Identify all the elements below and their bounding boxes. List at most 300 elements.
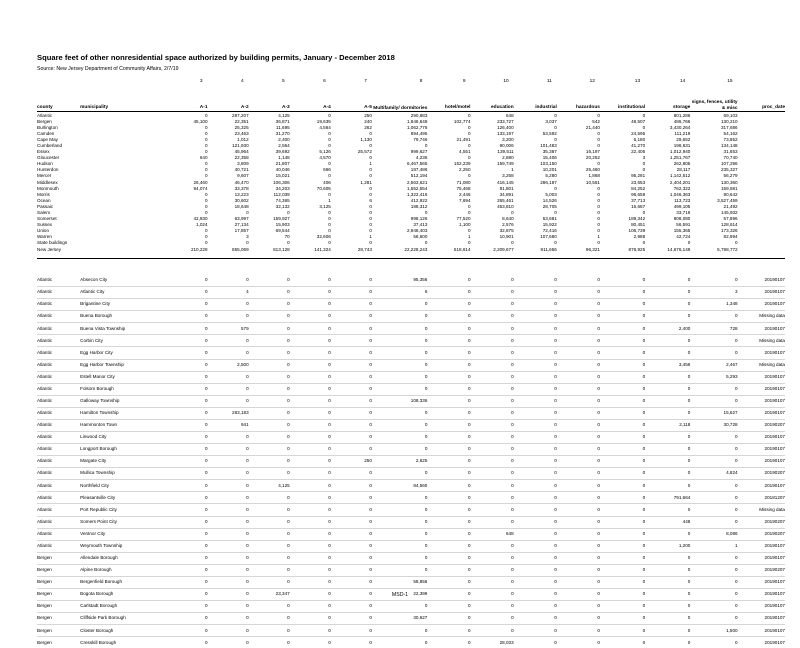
column-header: municipality bbox=[80, 105, 109, 111]
county-cell: Atlantic bbox=[37, 323, 80, 335]
summary-cell: 2,564 bbox=[278, 142, 290, 148]
value-cell: 0 bbox=[514, 444, 557, 456]
value-cell: 15,627 bbox=[690, 407, 737, 419]
value-cell: 0 bbox=[249, 444, 290, 456]
summary-cell: 6,180 bbox=[633, 136, 646, 142]
value-cell: 0 bbox=[427, 601, 470, 613]
value-cell: 0 bbox=[169, 395, 208, 407]
value-cell: 0 bbox=[690, 601, 737, 613]
summary-cell: 19,635 bbox=[316, 118, 331, 124]
value-cell: 0 bbox=[690, 383, 737, 395]
value-cell: 0 bbox=[557, 492, 600, 504]
table-row bbox=[37, 516, 785, 528]
value-cell: 0 bbox=[290, 287, 331, 299]
value-cell: 0 bbox=[427, 516, 470, 528]
summary-cell: 518,614 bbox=[453, 246, 471, 252]
value-cell: 0 bbox=[471, 359, 514, 371]
value-cell: 0 bbox=[600, 395, 645, 407]
value-cell: 0 bbox=[424, 639, 428, 645]
table-row bbox=[37, 540, 785, 552]
value-cell: 0 bbox=[372, 552, 427, 564]
summary-cell: 1 bbox=[369, 161, 372, 167]
summary-cell: 70,605 bbox=[316, 185, 331, 191]
county-name: New Jersey bbox=[37, 246, 61, 252]
value-cell: 0 bbox=[471, 419, 514, 431]
table-row bbox=[37, 383, 785, 395]
value-cell: 0 bbox=[331, 480, 372, 492]
summary-cell: 210,228 bbox=[190, 246, 208, 252]
value-cell: 0 bbox=[427, 456, 470, 468]
column-header: A-2 bbox=[240, 105, 249, 111]
value-cell: 0 bbox=[557, 564, 600, 576]
summary-cell: 0 bbox=[424, 142, 428, 148]
value-cell: 0 bbox=[471, 613, 514, 625]
value-cell: 0 bbox=[331, 407, 372, 419]
summary-cell: 84,252 bbox=[631, 185, 646, 191]
municipality-cell: Corbin City bbox=[80, 335, 168, 347]
summary-cell: 70 bbox=[284, 234, 290, 240]
value-cell: 0 bbox=[169, 468, 208, 480]
county-cell: Bergen bbox=[37, 601, 80, 613]
county-cell: Atlantic bbox=[37, 287, 80, 299]
value-cell: 0 bbox=[690, 444, 737, 456]
value-cell: 0 bbox=[600, 589, 645, 601]
value-cell: 941 bbox=[208, 419, 249, 431]
value-cell: 1,500 bbox=[690, 625, 737, 637]
table-row bbox=[37, 468, 785, 480]
summary-cell: 16,687 bbox=[631, 203, 646, 209]
table-row bbox=[37, 564, 785, 576]
summary-cell: 0 bbox=[369, 210, 372, 215]
value-cell: 0 bbox=[208, 528, 249, 540]
summary-cell: 5,798,772 bbox=[717, 246, 738, 252]
value-cell: 0 bbox=[600, 504, 645, 516]
value-cell: 0 bbox=[471, 552, 514, 564]
value-cell: 0 bbox=[645, 480, 690, 492]
summary-cell: 0 bbox=[735, 240, 738, 246]
county-cell: Atlantic bbox=[37, 480, 80, 492]
value-cell: 0 bbox=[557, 275, 600, 287]
summary-cell: 53,592 bbox=[542, 130, 557, 136]
county-cell: Atlantic bbox=[37, 504, 80, 516]
summary-cell: 0 bbox=[328, 130, 331, 136]
value-cell: 0 bbox=[208, 311, 249, 323]
county-cell: Bergen bbox=[37, 613, 80, 625]
summary-cell: 4,236 bbox=[415, 155, 428, 161]
summary-cell: 94,074 bbox=[193, 185, 208, 191]
summary-cell: 0 bbox=[246, 240, 249, 246]
value-cell: 95,356 bbox=[372, 275, 427, 287]
summary-cell: 32,606 bbox=[316, 234, 331, 240]
value-cell: 0 bbox=[690, 432, 737, 444]
table-row bbox=[37, 287, 785, 299]
value-cell: 0 bbox=[290, 456, 331, 468]
summary-cell: 10,561 bbox=[585, 179, 600, 185]
summary-cell: 5,280 bbox=[545, 173, 557, 179]
summary-cell: 139,511 bbox=[497, 149, 514, 155]
value-cell: 0 bbox=[600, 456, 645, 468]
value-cell: 0 bbox=[249, 323, 290, 335]
value-cell: 0 bbox=[514, 287, 557, 299]
summary-cell: 286,187 bbox=[540, 179, 557, 185]
value-cell: 0 bbox=[290, 275, 331, 287]
county-cell: Atlantic bbox=[37, 468, 80, 480]
value-cell: 0 bbox=[290, 468, 331, 480]
summary-cell: 96,321 bbox=[585, 246, 600, 252]
summary-cell: 3 bbox=[642, 155, 646, 161]
summary-cell: 0 bbox=[328, 142, 331, 148]
value-cell: 108,336 bbox=[372, 395, 427, 407]
summary-cell: 0 bbox=[467, 210, 471, 215]
value-cell: 0 bbox=[514, 347, 557, 359]
value-cell: 0 bbox=[557, 335, 600, 347]
summary-cell: 73,852 bbox=[723, 136, 738, 142]
value-cell: 0 bbox=[427, 359, 470, 371]
value-cell: 0 bbox=[471, 371, 514, 383]
value-cell: 58,856 bbox=[372, 576, 427, 588]
summary-cell: 801,286 bbox=[673, 112, 691, 118]
value-cell: 0 bbox=[208, 432, 249, 444]
value-cell: 0 bbox=[557, 456, 600, 468]
value-cell: 0 bbox=[372, 407, 427, 419]
summary-cell: 0 bbox=[642, 161, 646, 167]
county-cell: Bergen bbox=[37, 639, 52, 645]
summary-cell: 240 bbox=[364, 118, 372, 124]
column-header: hotel/motel bbox=[444, 105, 471, 111]
municipality-cell: Allendale Borough bbox=[80, 552, 168, 564]
value-cell: 0 bbox=[290, 613, 331, 625]
table-row bbox=[37, 395, 785, 407]
summary-cell: 2,400 bbox=[278, 136, 290, 142]
summary-cell: 0 bbox=[467, 203, 471, 209]
summary-cell: 0 bbox=[467, 155, 471, 161]
value-cell: 0 bbox=[557, 504, 600, 516]
table-row bbox=[37, 528, 785, 540]
summary-cell: 113,723 bbox=[674, 197, 691, 203]
proc-date-cell: 20190107 bbox=[738, 576, 785, 588]
value-cell: 0 bbox=[169, 564, 208, 576]
summary-cell: 0 bbox=[554, 112, 557, 118]
value-cell: 0 bbox=[372, 371, 427, 383]
summary-cell: 90,642 bbox=[723, 191, 738, 197]
summary-cell: 0 bbox=[369, 240, 372, 246]
summary-cell: 0 bbox=[328, 228, 331, 234]
value-cell: 0 bbox=[645, 564, 690, 576]
summary-cell: 56,279 bbox=[723, 173, 738, 179]
value-cell: 0 bbox=[514, 335, 557, 347]
municipality-cell: Atlantic City bbox=[80, 287, 168, 299]
table-row bbox=[37, 335, 785, 347]
summary-empty-cell bbox=[738, 246, 785, 252]
value-cell: 728 bbox=[690, 323, 737, 335]
summary-cell: 233,727 bbox=[497, 118, 514, 124]
county-cell: Atlantic bbox=[37, 419, 80, 431]
summary-cell: 3,037 bbox=[545, 118, 557, 124]
summary-cell: 287,207 bbox=[232, 112, 249, 118]
county-cell: Atlantic bbox=[37, 528, 80, 540]
proc-date-cell: 20190107 bbox=[738, 347, 785, 359]
value-cell: 0 bbox=[471, 480, 514, 492]
summary-cell: 145,932 bbox=[721, 210, 738, 215]
page-title: Square feet of other nonresidential space authorized by building permits, January - December 2018 bbox=[37, 53, 395, 62]
value-cell: 0 bbox=[690, 311, 737, 323]
county-cell: Atlantic bbox=[37, 347, 80, 359]
municipality-cell: Bergenfield Borough bbox=[80, 576, 168, 588]
value-cell: 0 bbox=[208, 564, 249, 576]
summary-cell: 31,653 bbox=[723, 149, 738, 155]
summary-cell: 855,069 bbox=[232, 246, 249, 252]
table-row bbox=[37, 359, 785, 371]
value-cell: 0 bbox=[514, 480, 557, 492]
value-cell: 0 bbox=[427, 552, 470, 564]
summary-cell: 262,805 bbox=[673, 161, 691, 167]
value-cell: 4,125 bbox=[249, 480, 290, 492]
value-cell: 0 bbox=[427, 613, 470, 625]
summary-cell: 1,012,940 bbox=[669, 149, 691, 155]
summary-cell: 25,572 bbox=[357, 149, 372, 155]
value-cell: 0 bbox=[369, 639, 372, 645]
column-header: Multifamily/ dormitories bbox=[373, 105, 428, 111]
value-cell: 0 bbox=[514, 625, 557, 637]
summary-cell: 0 bbox=[424, 210, 428, 215]
summary-cell: 21,440 bbox=[585, 124, 600, 130]
value-cell: 0 bbox=[249, 359, 290, 371]
value-cell: 0 bbox=[169, 323, 208, 335]
value-cell: 0 bbox=[208, 504, 249, 516]
value-cell: 0 bbox=[471, 347, 514, 359]
value-cell: 0 bbox=[372, 311, 427, 323]
summary-cell: 37,713 bbox=[631, 197, 646, 203]
value-cell: 0 bbox=[690, 613, 737, 625]
county-cell: Atlantic bbox=[37, 299, 80, 311]
value-cell: 0 bbox=[600, 468, 645, 480]
value-cell: 0 bbox=[208, 613, 249, 625]
value-cell: 0 bbox=[554, 639, 557, 645]
summary-cell: 53,681 bbox=[542, 216, 557, 222]
proc-date-cell: 20190107 bbox=[738, 540, 785, 552]
column-header: hazardous bbox=[575, 105, 600, 111]
proc-date-cell: 20190107 bbox=[738, 601, 785, 613]
value-cell: 0 bbox=[204, 639, 208, 645]
summary-cell: 0 bbox=[369, 222, 372, 228]
value-cell: 0 bbox=[249, 407, 290, 419]
summary-cell: 130,360 bbox=[721, 179, 738, 185]
municipality-cell: Pleasantville City bbox=[80, 492, 168, 504]
column-number: 7 bbox=[364, 79, 367, 85]
county-name: Cumberland bbox=[37, 142, 63, 148]
value-cell: 0 bbox=[514, 456, 557, 468]
summary-cell: 1,846,648 bbox=[406, 118, 428, 124]
value-cell: 0 bbox=[600, 299, 645, 311]
summary-cell: 0 bbox=[597, 161, 600, 167]
value-cell: 0 bbox=[600, 371, 645, 383]
value-cell: 0 bbox=[427, 492, 470, 504]
county-name: Salem bbox=[37, 210, 51, 215]
column-number: 14 bbox=[680, 79, 686, 85]
value-cell: 0 bbox=[249, 383, 290, 395]
value-cell: 0 bbox=[169, 540, 208, 552]
value-cell: 0 bbox=[249, 287, 290, 299]
summary-cell: 18,648 bbox=[234, 203, 249, 209]
summary-cell: 107,296 bbox=[721, 161, 738, 167]
value-cell: 0 bbox=[169, 299, 208, 311]
value-cell: 4,824 bbox=[690, 468, 737, 480]
summary-cell: 69,103 bbox=[723, 112, 738, 118]
county-name: Hudson bbox=[37, 161, 53, 167]
value-cell: 0 bbox=[208, 625, 249, 637]
summary-cell: 32,875 bbox=[499, 228, 514, 234]
value-cell: 0 bbox=[331, 552, 372, 564]
value-cell: 0 bbox=[600, 540, 645, 552]
value-cell: 0 bbox=[372, 516, 427, 528]
value-cell: 0 bbox=[427, 528, 470, 540]
summary-cell: 0 bbox=[287, 210, 290, 215]
summary-cell: 40,721 bbox=[234, 167, 249, 173]
summary-cell: 0 bbox=[467, 130, 471, 136]
county-name: Mercer bbox=[37, 173, 52, 179]
value-cell: 0 bbox=[169, 287, 208, 299]
value-cell: 0 bbox=[600, 613, 645, 625]
table-row bbox=[37, 371, 785, 383]
summary-cell: 1,868 bbox=[588, 173, 600, 179]
value-cell: 0 bbox=[372, 359, 427, 371]
summary-cell: 0 bbox=[204, 234, 208, 240]
summary-cell: 27,134 bbox=[234, 222, 249, 228]
value-cell: 0 bbox=[427, 407, 470, 419]
summary-cell: 24,595 bbox=[631, 130, 646, 136]
summary-cell: 26,460 bbox=[193, 179, 208, 185]
summary-cell: 69,544 bbox=[275, 228, 290, 234]
summary-cell: 3 bbox=[246, 234, 249, 240]
summary-cell: 141,324 bbox=[314, 246, 331, 252]
summary-cell: 74,365 bbox=[275, 197, 290, 203]
summary-cell: 126,400 bbox=[497, 124, 514, 130]
value-cell: 0 bbox=[645, 299, 690, 311]
table-row bbox=[37, 625, 785, 637]
summary-cell: 128,614 bbox=[721, 222, 738, 228]
value-cell: 0 bbox=[645, 287, 690, 299]
summary-cell: 28,705 bbox=[542, 203, 557, 209]
value-cell: 0 bbox=[557, 407, 600, 419]
summary-cell: 1 bbox=[511, 167, 514, 173]
summary-cell: 15,021 bbox=[275, 173, 290, 179]
value-cell: 2,500 bbox=[208, 359, 249, 371]
proc-date-cell: 20190107 bbox=[738, 552, 785, 564]
value-cell: 0 bbox=[557, 552, 600, 564]
value-cell: 0 bbox=[557, 311, 600, 323]
summary-cell: 28,117 bbox=[676, 167, 691, 173]
summary-cell: 453,810 bbox=[497, 203, 514, 209]
value-cell: 0 bbox=[514, 383, 557, 395]
summary-cell: 42,930 bbox=[193, 216, 208, 222]
column-number: 5 bbox=[282, 79, 285, 85]
value-cell: 0 bbox=[514, 359, 557, 371]
summary-cell: 1,024 bbox=[196, 222, 208, 228]
value-cell: 2,400 bbox=[645, 323, 690, 335]
column-header: storage bbox=[673, 105, 691, 111]
value-cell: 0 bbox=[290, 371, 331, 383]
value-cell: 0 bbox=[514, 371, 557, 383]
value-cell: 30,728 bbox=[690, 419, 737, 431]
column-number: 4 bbox=[240, 79, 244, 85]
summary-cell: 3,809 bbox=[237, 161, 249, 167]
summary-cell: 159,927 bbox=[273, 216, 290, 222]
value-cell: 0 bbox=[331, 299, 372, 311]
summary-cell: 0 bbox=[369, 142, 372, 148]
value-cell: 0 bbox=[372, 540, 427, 552]
summary-cell: 0 bbox=[597, 130, 600, 136]
value-cell: 0 bbox=[331, 347, 372, 359]
summary-cell: 15,406 bbox=[542, 155, 557, 161]
value-cell: 0 bbox=[331, 540, 372, 552]
value-cell: 0 bbox=[249, 564, 290, 576]
value-cell: 0 bbox=[645, 576, 690, 588]
proc-date-cell: 20190107 bbox=[738, 432, 785, 444]
summary-cell: 999,627 bbox=[410, 149, 428, 155]
table-row bbox=[37, 637, 785, 648]
county-cell: Atlantic bbox=[37, 492, 80, 504]
county-name: Middlesex bbox=[37, 179, 58, 185]
summary-cell: 1,062,776 bbox=[406, 124, 428, 130]
value-cell: 0 bbox=[514, 432, 557, 444]
column-number: 3 bbox=[199, 79, 203, 85]
county-cell: Atlantic bbox=[37, 432, 80, 444]
column-header: A-1 bbox=[199, 105, 208, 111]
value-cell: 23,347 bbox=[249, 589, 290, 601]
value-cell: 0 bbox=[331, 432, 372, 444]
value-cell: 0 bbox=[471, 564, 514, 576]
county-name: Somerset bbox=[37, 216, 57, 222]
summary-cell: 23,653 bbox=[631, 179, 646, 185]
county-name: Atlantic bbox=[37, 112, 53, 118]
value-cell: 579 bbox=[208, 323, 249, 335]
summary-cell: 0 bbox=[511, 210, 514, 215]
value-cell: 448 bbox=[645, 516, 690, 528]
value-cell: 0 bbox=[557, 625, 600, 637]
summary-cell: 80,451 bbox=[631, 222, 646, 228]
value-cell: 250 bbox=[331, 456, 372, 468]
municipality-cell: Ventnor City bbox=[80, 528, 168, 540]
table-row bbox=[37, 323, 785, 335]
summary-cell: 3,430,264 bbox=[669, 124, 691, 130]
summary-cell: 0 bbox=[204, 130, 208, 136]
value-cell: 0 bbox=[471, 335, 514, 347]
summary-cell: 198,631 bbox=[673, 142, 691, 148]
value-cell: 0 bbox=[645, 407, 690, 419]
value-cell: 0 bbox=[328, 639, 331, 645]
value-cell: 0 bbox=[249, 299, 290, 311]
value-cell: 0 bbox=[249, 625, 290, 637]
value-cell: 0 bbox=[471, 323, 514, 335]
column-header: A-3 bbox=[281, 105, 290, 111]
value-cell: 0 bbox=[249, 275, 290, 287]
summary-cell: 0 bbox=[204, 124, 208, 130]
proc-date-cell: 20190207 bbox=[738, 564, 785, 576]
value-cell: 0 bbox=[331, 395, 372, 407]
summary-cell: 56,591 bbox=[676, 222, 691, 228]
county-cell: Atlantic bbox=[37, 407, 80, 419]
table-row bbox=[37, 347, 785, 359]
value-cell: 0 bbox=[645, 589, 690, 601]
county-cell: Atlantic bbox=[37, 311, 80, 323]
county-summary-table bbox=[37, 112, 785, 252]
value-cell: 0 bbox=[514, 407, 557, 419]
value-cell: 0 bbox=[557, 576, 600, 588]
value-cell: 0 bbox=[249, 613, 290, 625]
county-cell: Bergen bbox=[37, 552, 80, 564]
summary-cell: 2,948,403 bbox=[406, 228, 428, 234]
value-cell: 0 bbox=[690, 564, 737, 576]
